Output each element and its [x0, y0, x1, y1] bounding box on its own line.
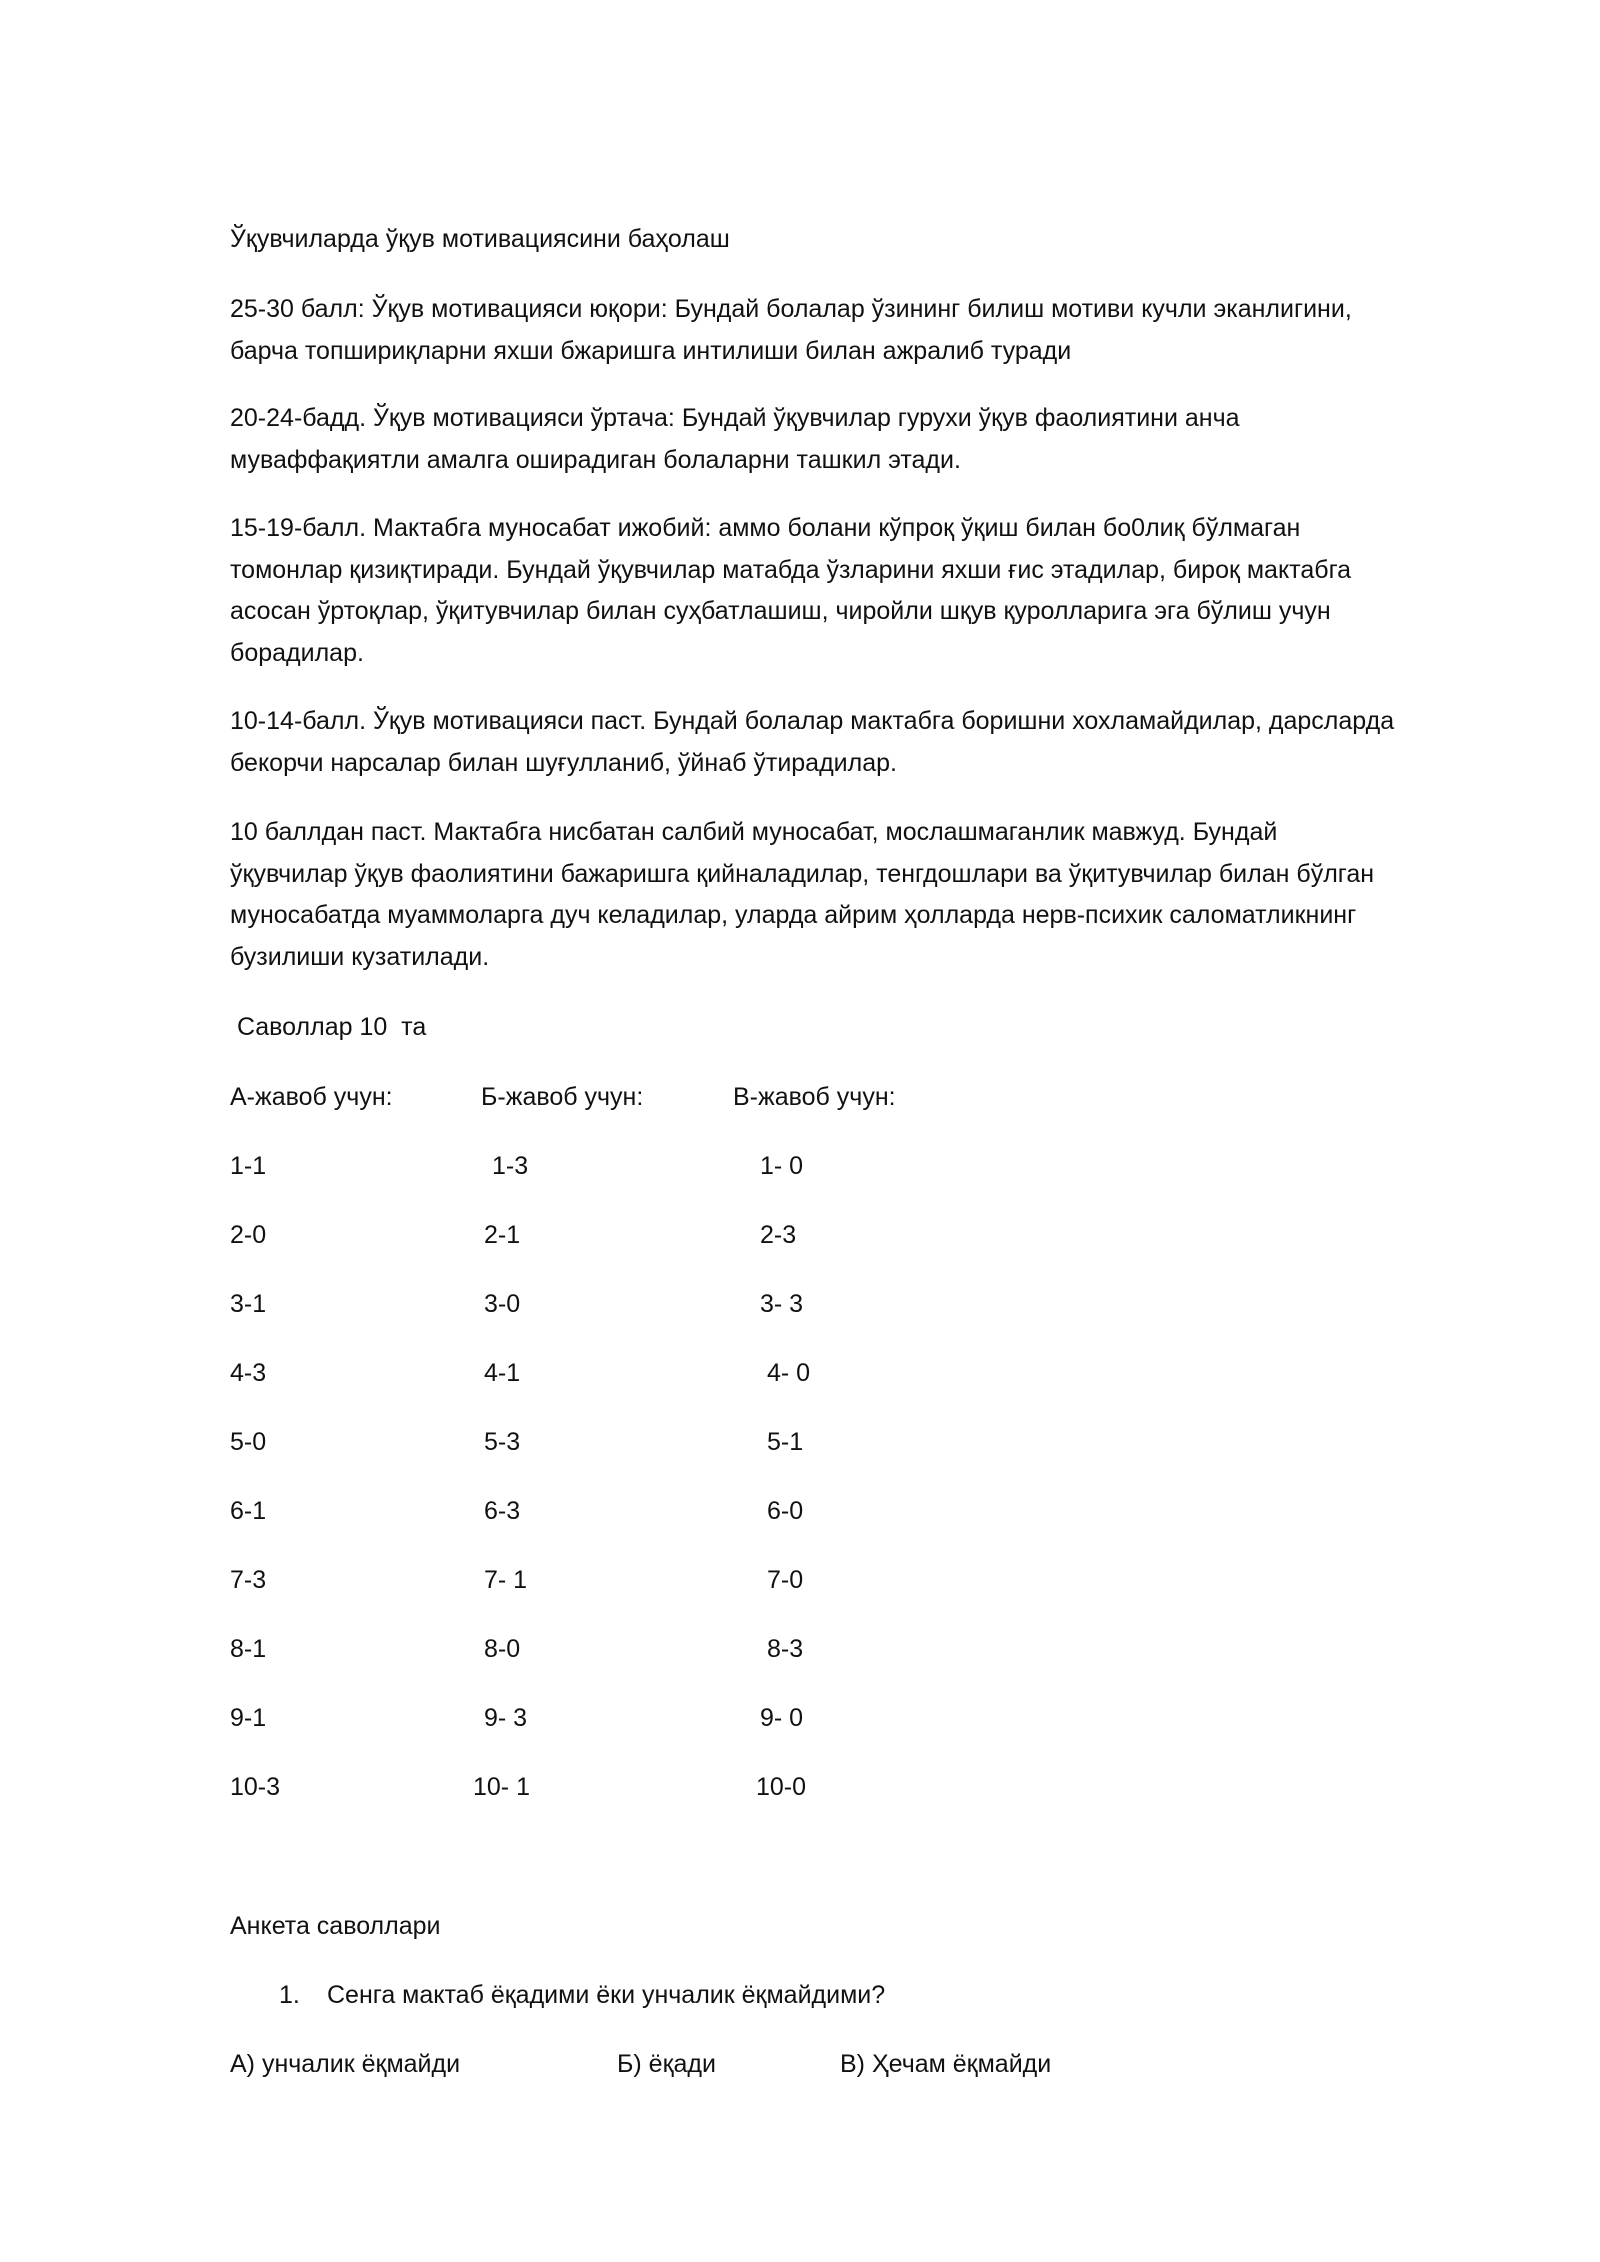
score-b-2: 2-1: [484, 1221, 521, 1249]
score-b-10: 10- 1: [473, 1773, 530, 1801]
paragraph-line: бекорчи нарсалар билан шуғулланиб, ўйнаб ўтирадилар.: [230, 748, 897, 777]
score-v-1: 1- 0: [760, 1152, 804, 1180]
score-v-6: 6-0: [767, 1497, 804, 1525]
survey-question-number: 1.: [279, 1981, 300, 2009]
score-a-10: 10-3: [230, 1773, 281, 1801]
answer-option-a: А) унчалик ёқмайди: [230, 2050, 461, 2078]
paragraph-line: борадилар.: [230, 638, 364, 667]
score-v-4: 4- 0: [767, 1359, 811, 1387]
column-header-v: В-жавоб учун:: [733, 1083, 896, 1111]
score-v-7: 7-0: [767, 1566, 804, 1594]
answer-option-v: В) Ҳечам ёқмайди: [840, 2050, 1052, 2078]
score-b-1: 1-3: [492, 1152, 529, 1180]
paragraph-line: асосан ўртоқлар, ўқитувчилар билан суҳбатлашиш, чиройли шқув қуролларига эга бўлиш учун: [230, 597, 1331, 625]
score-a-1: 1-1: [230, 1152, 267, 1180]
paragraph-line: муносабатда муаммоларга дуч келадилар, уларда айрим ҳолларда нерв-психик саломатликнинг: [230, 901, 1357, 929]
paragraph-line: барча топшириқларни яхши бжаришга интилиши билан ажралиб туради: [230, 336, 1072, 365]
paragraph-line: томонлар қизиқтиради. Бундай ўқувчилар матабда ўзларини яхши ғис этадилар, бироқ мактабга: [230, 555, 1352, 584]
paragraph-line: ўқувчилар ўқув фаолиятини бажаришга қийналадилар, тенгдошлари ва ўқитувчилар билан бўлган: [230, 859, 1375, 888]
score-v-3: 3- 3: [760, 1290, 804, 1318]
paragraph-line: 10-14-балл. Ўқув мотивацияси паст. Бундай болалар мактабга боришни хохламайдилар, дарсларда: [230, 707, 1395, 735]
score-v-10: 10-0: [756, 1773, 807, 1801]
score-b-3: 3-0: [484, 1290, 521, 1318]
column-header-b: Б-жавоб учун:: [481, 1083, 644, 1111]
score-a-4: 4-3: [230, 1359, 267, 1387]
score-b-4: 4-1: [484, 1359, 521, 1387]
paragraph-25-30: [230, 289, 1520, 372]
document-title: Ўқувчиларда ўқув мотивациясини баҳолаш: [230, 225, 730, 253]
paragraph-20-24: [230, 398, 1520, 481]
score-b-9: 9- 3: [484, 1704, 528, 1732]
score-v-9: 9- 0: [760, 1704, 804, 1732]
score-b-8: 8-0: [484, 1635, 521, 1663]
score-v-8: 8-3: [767, 1635, 804, 1663]
paragraph-line: 25-30 балл: Ўқув мотивацияси юқори: Бундай болалар ўзининг билиш мотиви кучли эканлигини,: [230, 295, 1352, 323]
paragraph-line: 10 баллдан паст. Мактабга нисбатан салбий муносабат, мослашмаганлик мавжуд. Бундай: [230, 818, 1278, 846]
score-a-9: 9-1: [230, 1704, 267, 1732]
score-a-8: 8-1: [230, 1635, 267, 1663]
answer-option-b: Б) ёқади: [617, 2050, 716, 2078]
score-b-7: 7- 1: [484, 1566, 528, 1594]
paragraph-line: 20-24-бадд. Ўқув мотивацияси ўртача: Бундай ўқувчилар гурухи ўқув фаолиятини анча: [230, 404, 1240, 432]
paragraph-line: бузилиши кузатилади.: [230, 942, 490, 971]
paragraph-below-10: [230, 812, 1520, 978]
paragraph-line: 15-19-балл. Мактабга муносабат ижобий: аммо болани кўпроқ ўқиш билан бо0лиқ бўлмаган: [230, 514, 1301, 542]
score-a-5: 5-0: [230, 1428, 267, 1456]
score-v-5: 5-1: [767, 1428, 804, 1456]
survey-heading: Анкета саволлари: [230, 1912, 441, 1940]
score-a-2: 2-0: [230, 1221, 267, 1249]
paragraph-line: муваффақиятли амалга оширадиган болаларни ташкил этади.: [230, 445, 961, 474]
survey-question-text: Сенга мактаб ёқадими ёки унчалик ёқмайдими?: [327, 1981, 886, 2009]
paragraph-10-14: [230, 701, 1520, 784]
score-b-5: 5-3: [484, 1428, 521, 1456]
paragraph-15-19: [230, 508, 1520, 674]
score-a-6: 6-1: [230, 1497, 267, 1525]
score-b-6: 6-3: [484, 1497, 521, 1525]
questions-count: Саволлар 10 та: [230, 1013, 427, 1041]
score-a-7: 7-3: [230, 1566, 267, 1594]
score-v-2: 2-3: [760, 1221, 797, 1249]
column-header-a: А-жавоб учун:: [230, 1083, 393, 1111]
score-a-3: 3-1: [230, 1290, 267, 1318]
